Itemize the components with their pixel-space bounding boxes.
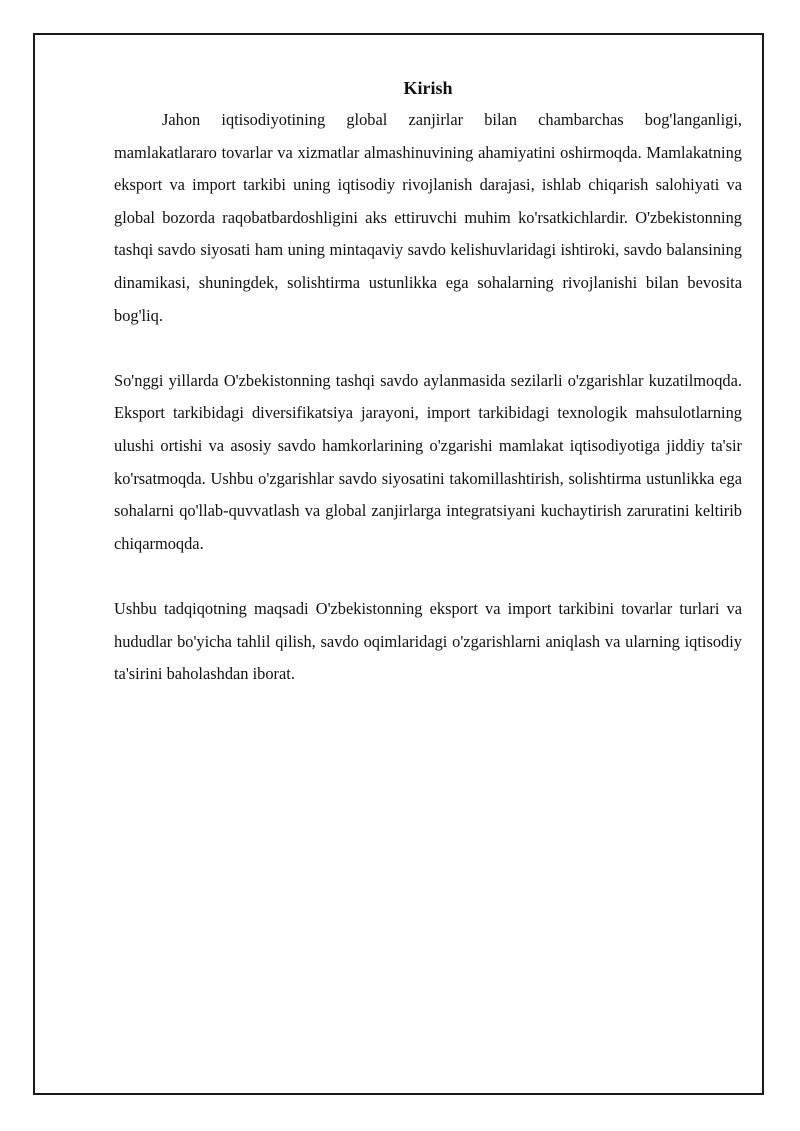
paragraph-trade-changes: So'nggi yillarda O'zbekistonning tashqi savdo aylanmasida sezilarli o'zgarishlar kuzatilmoqda. Eksport tarkibidagi diversifikatsiya jarayoni, import tarkibidagi texnologik mahsulotlarning ulushi ortishi va asosiy savdo hamkorlarining o'zgarishi mamlakat iqtisodiyotiga jiddiy ta'sir ko'rsatmoqda. Ushbu o'zgarishlar savdo siyosatini takomillashtirish, solishtirma ustunlikka ega sohalarni qo'llab-quvvatlash va global zanjirlarga integratsiyani kuchaytirish zaruratini keltirib chiqarmoqda. (114, 370, 742, 553)
document-title: Kirish (403, 78, 453, 98)
document-body (114, 76, 742, 691)
paragraph-research-goal: Ushbu tadqiqotning maqsadi O'zbekistonning eksport va import tarkibini tovarlar turlari va hududlar bo'yicha tahlil qilish, savdo oqimlaridagi o'zgarishlarni aniqlash va ularning iqtisodiy ta'sirini baholashdan iborat. (114, 598, 742, 684)
paragraph-intro: Jahon iqtisodiyotining global zanjirlar bilan chambarchas bog'langanligi, mamlakatlararo tovarlar va xizmatlar almashinuvining ahamiyatini oshirmoqda. Mamlakatning eksport va import tarkibi uning iqtisodiy rivojlanish darajasi, ishlab chiqarish salohiyati va global bozorda raqobatbardoshligini aks ettiruvchi muhim ko'rsatkichlardir. O'zbekistonning tashqi savdo siyosati ham uning mintaqaviy savdo kelishuvlaridagi ishtiroki, savdo balansining dinamikasi, shuningdek, solishtirma ustunlikka ega sohalarning rivojlanishi bilan bevosita bog'liq. (114, 110, 742, 325)
